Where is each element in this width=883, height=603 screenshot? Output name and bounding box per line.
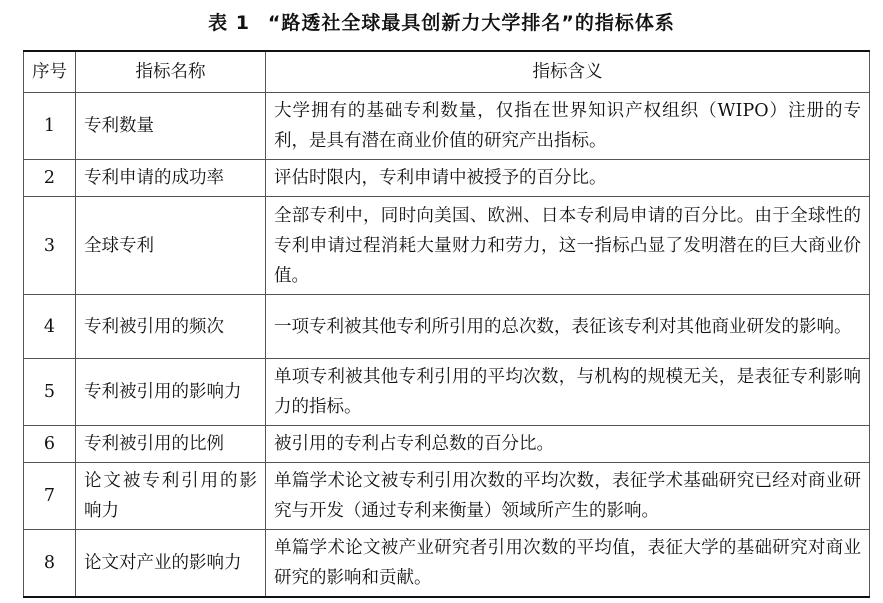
row-desc: 单篇学术论文被专利引用次数的平均次数，表征学术基础研究已经对商业研究与开发（通过专利来衡量）领域所产生的影响。 [266, 463, 870, 530]
table-row [24, 160, 870, 197]
table-row [24, 93, 870, 160]
row-desc: 大学拥有的基础专利数量，仅指在世界知识产权组织（WIPO）注册的专利，是具有潜在商业价值的研究产出指标。 [266, 93, 870, 160]
row-seq: 6 [24, 426, 76, 463]
row-name: 专利被引用的影响力 [76, 359, 266, 426]
header-seq: 序号 [24, 51, 76, 93]
table-row [24, 530, 870, 598]
row-seq: 5 [24, 359, 76, 426]
row-seq: 7 [24, 463, 76, 530]
header-desc: 指标含义 [266, 51, 870, 93]
row-desc: 被引用的专利占专利总数的百分比。 [266, 426, 870, 463]
row-desc: 单项专利被其他专利引用的平均次数，与机构的规模无关，是表征专利影响力的指标。 [266, 359, 870, 426]
row-seq: 2 [24, 160, 76, 197]
row-desc: 单篇学术论文被产业研究者引用次数的平均值，表征大学的基础研究对商业研究的影响和贡献。 [266, 530, 870, 598]
row-name: 全球专利 [76, 197, 266, 295]
row-seq: 1 [24, 93, 76, 160]
row-name: 专利数量 [76, 93, 266, 160]
table-caption [0, 8, 883, 35]
row-seq: 8 [24, 530, 76, 598]
table-row [24, 426, 870, 463]
metrics-table [23, 50, 870, 598]
row-name: 专利申请的成功率 [76, 160, 266, 197]
table-header-row [24, 51, 870, 93]
table-title: “路透社全球最具创新力大学排名”的指标体系 [267, 12, 675, 34]
row-name: 专利被引用的频次 [76, 295, 266, 359]
row-seq: 4 [24, 295, 76, 359]
row-seq: 3 [24, 197, 76, 295]
table-row [24, 295, 870, 359]
table-row [24, 197, 870, 295]
table-number: 表 1 [208, 12, 250, 34]
table-row [24, 359, 870, 426]
row-desc: 评估时限内，专利申请中被授予的百分比。 [266, 160, 870, 197]
header-name: 指标名称 [76, 51, 266, 93]
row-desc: 全部专利中，同时向美国、欧洲、日本专利局申请的百分比。由于全球性的专利申请过程消耗大量财力和劳力，这一指标凸显了发明潜在的巨大商业价值。 [266, 197, 870, 295]
table-row [24, 463, 870, 530]
row-name: 专利被引用的比例 [76, 426, 266, 463]
row-name: 论文对产业的影响力 [76, 530, 266, 598]
row-name: 论文被专利引用的影响力 [76, 463, 266, 530]
row-desc: 一项专利被其他专利所引用的总次数，表征该专利对其他商业研发的影响。 [266, 295, 870, 359]
